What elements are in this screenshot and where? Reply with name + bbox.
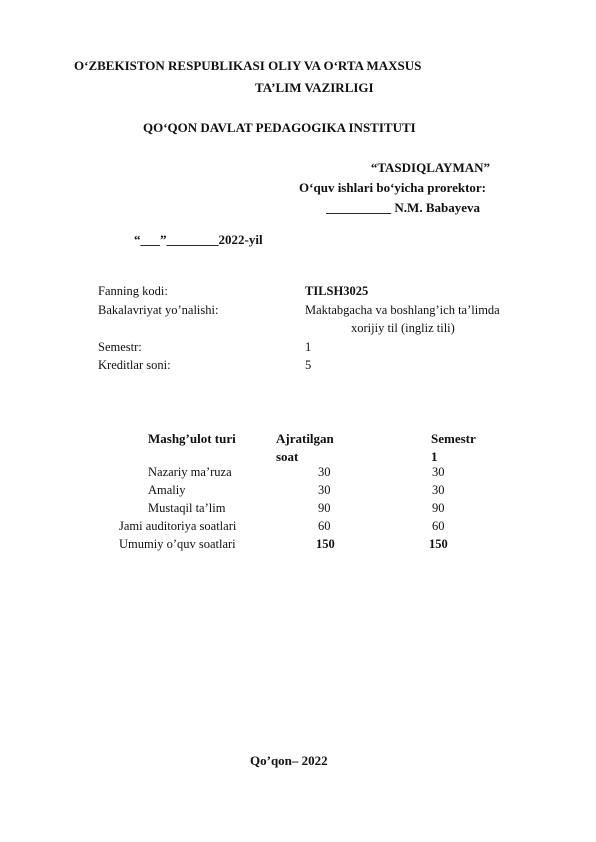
approval-position: O‘quv ishlari bo‘yicha prorektor:: [299, 180, 486, 195]
table-row-type: Umumiy o’quv soatlari: [119, 537, 236, 551]
footer-place-year: Qo’qon– 2022: [250, 753, 328, 768]
course-code-value: TILSH3025: [305, 284, 369, 298]
table-row-semester: 150: [429, 537, 448, 551]
header-allocated-line-2: soat: [276, 449, 299, 464]
ministry-line-1: O‘ZBEKISTON RESPUBLIKASI OLIY VA O‘RTA MAXSUS: [74, 58, 422, 73]
table-row-type: Mustaqil ta’lim: [148, 501, 226, 515]
direction-value-line-2: xorijiy til (ingliz tili): [351, 321, 455, 335]
header-semester-line-2: 1: [431, 449, 438, 464]
ministry-line-2: TA’LIM VAZIRLIGI: [255, 80, 374, 95]
header-allocated: Ajratilgan: [276, 431, 334, 446]
table-row-semester: 30: [432, 483, 445, 497]
institute-name: QO‘QON DAVLAT PEDAGOGIKA INSTITUTI: [143, 120, 416, 135]
course-code-label: Fanning kodi:: [98, 284, 168, 298]
table-row-type: Nazariy ma’ruza: [148, 465, 232, 479]
table-row-hours: 60: [318, 519, 331, 533]
table-row-hours: 30: [318, 483, 331, 497]
table-row-hours: 30: [318, 465, 331, 479]
header-type: Mashg’ulot turi: [148, 431, 236, 446]
approval-date: “___”________2022-yil: [134, 232, 263, 247]
credits-value: 5: [305, 358, 312, 372]
semester-value: 1: [305, 340, 312, 354]
table-row-semester: 60: [432, 519, 445, 533]
approval-title: “TASDIQLAYMAN”: [370, 160, 490, 175]
table-row-semester: 90: [432, 501, 445, 515]
direction-label: Bakalavriyat yo’nalishi:: [98, 303, 219, 317]
table-row-type: Jami auditoriya soatlari: [119, 519, 237, 533]
credits-label: Kreditlar soni:: [98, 358, 171, 372]
table-row-semester: 30: [432, 465, 445, 479]
semester-label: Semestr:: [98, 340, 142, 354]
table-row-type: Amaliy: [148, 483, 186, 497]
table-row-hours: 90: [318, 501, 331, 515]
table-row-hours: 150: [316, 537, 335, 551]
approval-signatory: __________ N.M. Babayeva: [326, 200, 480, 215]
header-semester: Semestr: [431, 431, 476, 446]
direction-value: Maktabgacha va boshlang’ich ta’limda: [305, 303, 500, 317]
